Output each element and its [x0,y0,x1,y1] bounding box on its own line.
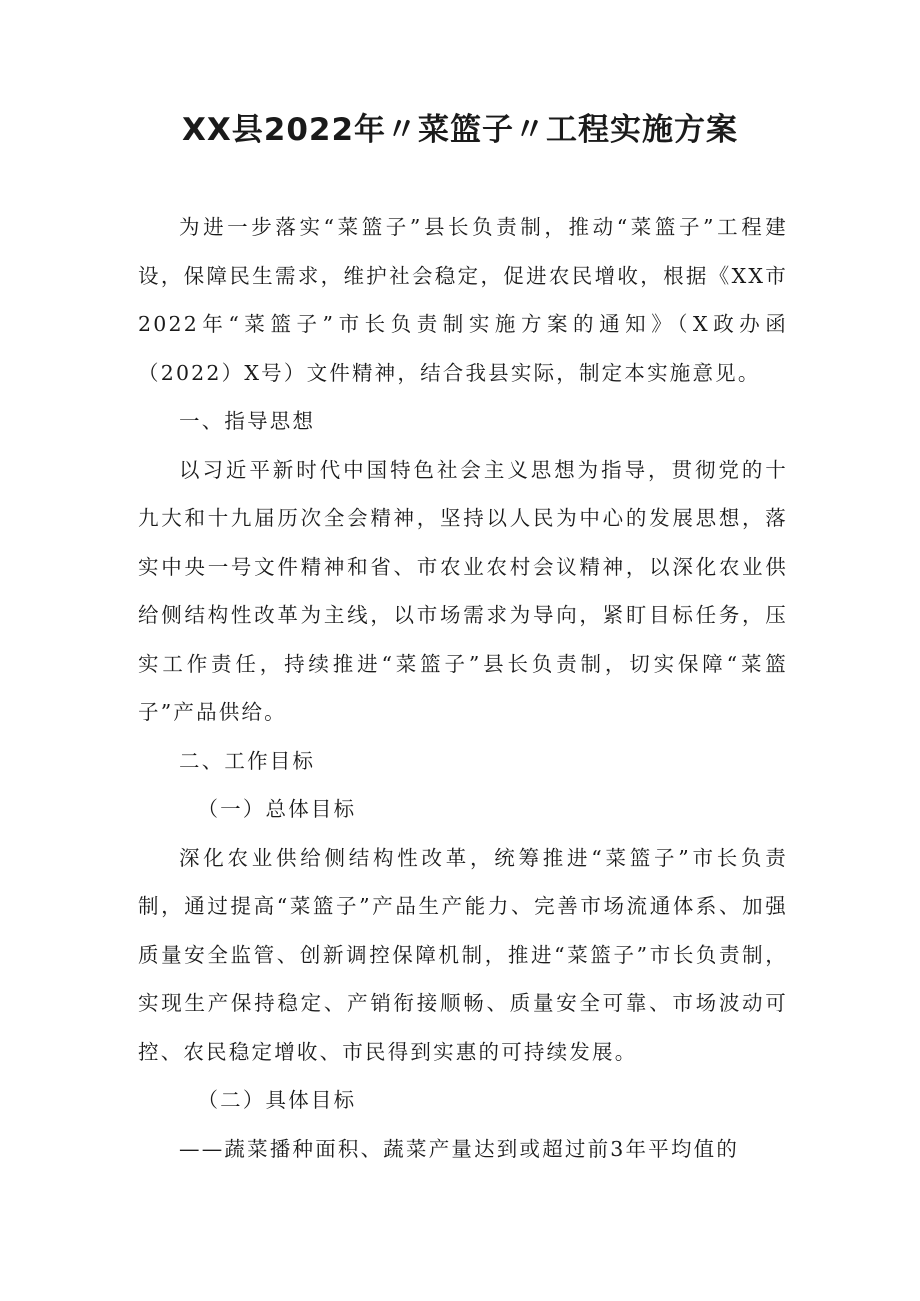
guiding-thought-paragraph: 以习近平新时代中国特色社会主义思想为指导，贯彻党的十九大和十九届历次全会精神，坚持以人民为中心的发展思想，落实中央一号文件精神和省、市农业农村会议精神，以深化农业供给侧结构性改革为主线，以市场需求为导向，紧盯目标任务，压实工作责任，持续推进“菜篮子”县长负责制，切实保障“菜篮子”产品供给。 [138,457,788,724]
section-heading-guiding-thought: 一、指导思想 [179,409,316,433]
intro-paragraph: 为进一步落实“菜篮子”县长负责制，推动“菜篮子”工程建设，保障民生需求，维护社会稳定，促进农民增收，根据《XX市2022年“菜篮子”市长负责制实施方案的通知》（X政办函（2022）X号）文件精神，结合我县实际，制定本实施意见。 [138,215,788,385]
overall-goal-paragraph: 深化农业供给侧结构性改革，统筹推进“菜篮子”市长负责制，通过提高“菜篮子”产品生产能力、完善市场流通体系、加强质量安全监管、创新调控保障机制，推进“菜篮子”市长负责制，实现生产保持稳定、产销衔接顺畅、质量安全可靠、市场波动可控、农民稳定增收、市民得到实惠的可持续发展。 [138,845,788,1064]
page-title: XX县2022年〃菜篮子〃工程实施方案 [181,112,739,148]
specific-goals-paragraph: ——蔬菜播种面积、蔬菜产量达到或超过前3年平均值的 [179,1136,740,1161]
subsection-heading-specific-goals: （二）具体目标 [197,1088,357,1112]
section-heading-work-goals: 二、工作目标 [179,748,316,773]
subsection-heading-overall-goal: （一）总体目标 [197,797,357,821]
document-body [138,203,788,1173]
